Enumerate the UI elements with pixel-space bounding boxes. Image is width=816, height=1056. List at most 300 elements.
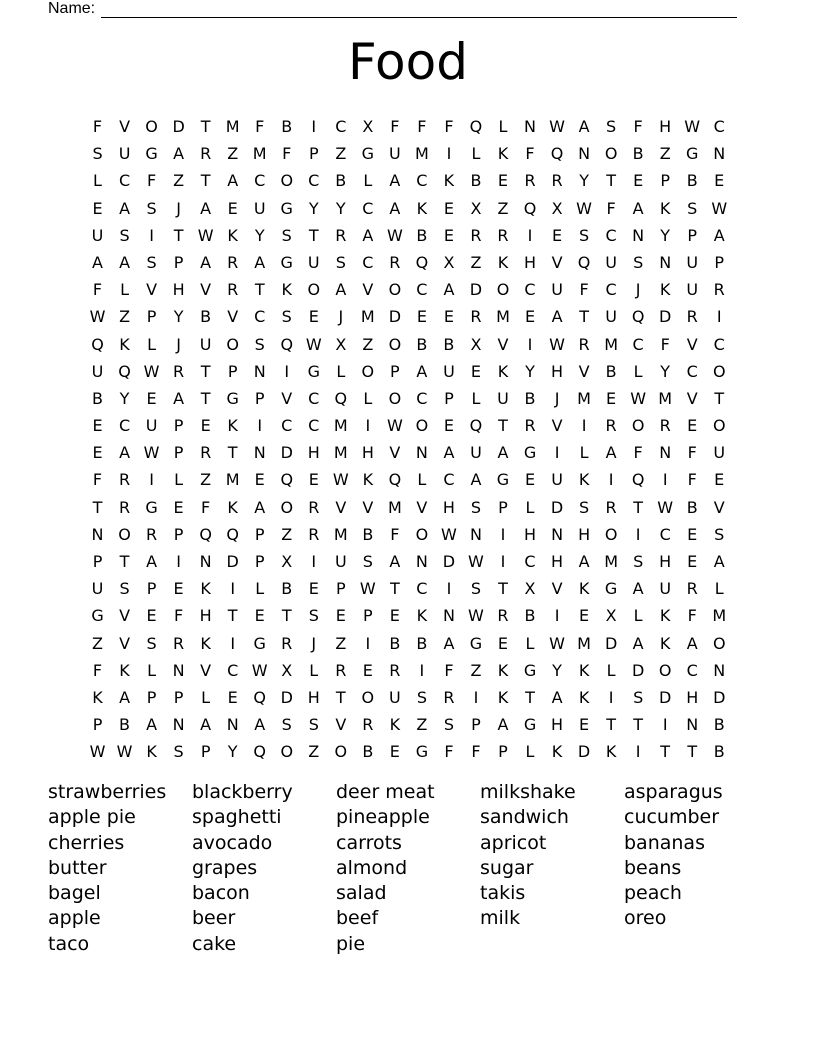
grid-letter: I <box>230 579 236 599</box>
grid-letter: C <box>524 280 536 300</box>
grid-letter: O <box>631 416 645 436</box>
word-search-grid <box>84 113 733 766</box>
grid-letter: V <box>686 388 698 408</box>
grid-letter: P <box>173 443 184 463</box>
grid-letter: L <box>633 606 643 626</box>
grid-letter: G <box>280 198 293 218</box>
word-list-item: strawberries <box>48 781 167 803</box>
word-list-column <box>624 780 768 957</box>
grid-letter: B <box>281 117 293 136</box>
grid-letter: I <box>230 633 236 653</box>
grid-letter: Q <box>550 144 564 164</box>
grid-letter: A <box>497 715 509 735</box>
grid-letter: T <box>633 497 644 517</box>
grid-letter: G <box>145 144 158 164</box>
grid-letter: R <box>173 633 185 653</box>
grid-letter: W <box>549 633 565 653</box>
grid-letter: G <box>280 252 293 272</box>
grid-letter: R <box>659 416 671 436</box>
grid-letter: W <box>89 307 106 327</box>
grid-letter: O <box>145 117 158 136</box>
grid-letter: I <box>662 715 668 735</box>
grid-letter: B <box>200 307 212 327</box>
grid-letter: S <box>308 606 319 626</box>
grid-letter: S <box>146 633 157 653</box>
grid-letter: N <box>713 660 726 680</box>
grid-letter: O <box>334 742 348 762</box>
grid-letter: P <box>498 742 508 762</box>
grid-letter: N <box>469 524 482 544</box>
grid-letter: L <box>579 443 589 463</box>
grid-letter: L <box>498 117 508 136</box>
grid-letter: N <box>442 606 455 626</box>
grid-letter: R <box>308 497 320 517</box>
grid-letter: E <box>254 470 265 490</box>
grid-letter: F <box>146 171 157 191</box>
grid-letter: S <box>146 198 157 218</box>
grid-letter: L <box>363 171 373 191</box>
word-list-item: milk <box>480 907 521 930</box>
grid-letter: O <box>604 524 618 544</box>
grid-letter: M <box>333 443 348 463</box>
grid-letter: Q <box>253 687 266 707</box>
grid-letter: B <box>281 579 293 599</box>
grid-letter: S <box>173 742 184 762</box>
grid-letter: I <box>446 144 452 164</box>
grid-letter: A <box>632 579 644 599</box>
grid-letter: W <box>468 606 484 626</box>
grid-letter: S <box>92 144 103 164</box>
grid-letter: C <box>686 361 698 381</box>
grid-letter: Z <box>335 144 347 164</box>
grid-letter: B <box>713 715 725 735</box>
grid-letter: E <box>443 198 454 218</box>
grid-letter: E <box>443 225 454 245</box>
grid-letter: B <box>119 715 131 735</box>
grid-letter: H <box>524 252 537 272</box>
grid-letter: R <box>362 715 374 735</box>
grid-letter: V <box>119 633 131 653</box>
grid-row <box>84 630 733 657</box>
grid-letter: C <box>524 552 536 571</box>
grid-letter: D <box>469 280 483 300</box>
grid-letter: N <box>632 225 645 245</box>
grid-letter: E <box>146 606 157 626</box>
grid-row <box>84 385 733 412</box>
grid-letter: O <box>118 524 131 544</box>
grid-letter: T <box>227 606 238 626</box>
grid-letter: F <box>525 144 535 164</box>
grid-letter: I <box>284 361 290 381</box>
grid-letter: E <box>524 470 536 490</box>
grid-letter: L <box>363 388 373 408</box>
grid-letter: N <box>659 252 672 272</box>
grid-letter: T <box>606 171 616 191</box>
grid-letter: B <box>686 497 698 517</box>
grid-letter: I <box>473 687 479 707</box>
grid-letter: Z <box>119 307 131 327</box>
word-list-item: oreo <box>624 907 667 930</box>
grid-letter: Y <box>335 198 346 218</box>
grid-letter: L <box>525 742 535 762</box>
grid-letter: A <box>254 497 266 517</box>
grid-letter: O <box>604 144 618 164</box>
grid-row <box>84 195 733 222</box>
grid-letter: Q <box>388 470 402 490</box>
grid-letter: Z <box>497 198 509 218</box>
grid-letter: C <box>686 660 698 680</box>
grid-letter: Z <box>470 252 482 272</box>
grid-letter: P <box>173 416 184 436</box>
grid-letter: W <box>684 117 701 136</box>
grid-letter: K <box>551 742 563 762</box>
word-list-item: asparagus <box>624 781 723 803</box>
grid-letter: T <box>498 579 508 599</box>
grid-letter: S <box>714 524 725 544</box>
grid-letter: A <box>605 443 617 463</box>
grid-letter: E <box>200 416 211 436</box>
grid-letter: S <box>416 687 427 707</box>
grid-letter: G <box>604 579 618 599</box>
grid-letter: B <box>92 388 103 408</box>
grid-letter: H <box>307 443 320 463</box>
grid-letter: L <box>525 633 535 653</box>
grid-letter: Y <box>227 742 238 762</box>
grid-letter: I <box>635 524 641 544</box>
grid-letter: L <box>147 334 157 354</box>
grid-letter: W <box>386 416 403 436</box>
grid-letter: Y <box>525 361 535 381</box>
grid-letter: B <box>335 171 347 191</box>
grid-letter: A <box>362 225 374 245</box>
grid-letter: W <box>711 198 728 218</box>
grid-letter: C <box>254 307 266 327</box>
grid-letter: F <box>633 443 643 463</box>
grid-letter: C <box>632 334 644 354</box>
grid-letter: K <box>659 198 671 218</box>
grid-letter: G <box>523 715 537 735</box>
grid-letter: V <box>227 307 239 327</box>
grid-letter: A <box>389 171 401 191</box>
grid-letter: P <box>363 606 373 626</box>
grid-row <box>84 439 733 466</box>
grid-letter: P <box>173 687 184 707</box>
grid-letter: E <box>227 687 238 707</box>
word-list-item: spaghetti <box>192 806 282 829</box>
grid-letter: V <box>416 497 428 517</box>
grid-letter: U <box>659 579 672 599</box>
grid-letter: B <box>416 334 428 354</box>
grid-letter: Z <box>227 144 239 164</box>
grid-letter: E <box>633 171 644 191</box>
grid-letter: U <box>605 252 617 272</box>
word-list-item: apricot <box>480 831 547 854</box>
grid-letter: M <box>360 307 375 327</box>
grid-letter: G <box>361 144 375 164</box>
grid-row <box>84 249 733 276</box>
grid-letter: O <box>388 388 402 408</box>
grid-letter: E <box>389 742 400 762</box>
grid-letter: U <box>91 225 104 245</box>
grid-letter: X <box>470 198 482 218</box>
grid-letter: K <box>281 280 292 300</box>
grid-letter: R <box>308 524 320 544</box>
grid-letter: P <box>660 171 670 191</box>
grid-letter: K <box>119 660 130 680</box>
word-list-item: grapes <box>192 856 258 879</box>
grid-letter: R <box>200 443 212 463</box>
grid-letter: O <box>361 687 375 707</box>
grid-letter: V <box>146 280 158 300</box>
grid-letter: R <box>118 470 131 490</box>
grid-letter: S <box>633 252 644 272</box>
grid-letter: P <box>146 579 157 599</box>
grid-letter: C <box>605 280 617 300</box>
grid-letter: O <box>496 280 510 300</box>
grid-letter: E <box>687 416 698 436</box>
grid-letter: A <box>389 198 401 218</box>
grid-letter: P <box>444 388 454 408</box>
grid-letter: X <box>281 552 293 571</box>
word-list-item: bacon <box>192 882 250 905</box>
grid-letter: O <box>712 416 726 436</box>
grid-letter: W <box>468 552 484 571</box>
grid-letter: S <box>119 225 130 245</box>
grid-letter: O <box>388 334 402 354</box>
grid-letter: M <box>577 388 591 408</box>
grid-letter: G <box>523 660 537 680</box>
grid-row <box>84 575 733 602</box>
grid-letter: K <box>578 660 590 680</box>
grid-letter: E <box>443 416 454 436</box>
word-list-item: almond <box>336 856 408 879</box>
grid-letter: V <box>389 443 401 463</box>
grid-letter: W <box>143 443 160 463</box>
grid-letter: Z <box>659 144 671 164</box>
grid-letter: L <box>471 388 481 408</box>
word-list-item: beer <box>192 907 236 930</box>
grid-letter: S <box>281 225 292 245</box>
grid-letter: S <box>335 252 346 272</box>
grid-letter: L <box>255 579 265 599</box>
grid-letter: W <box>359 579 376 599</box>
grid-letter: V <box>551 579 563 599</box>
grid-letter: J <box>176 334 181 354</box>
grid-letter: R <box>605 416 617 436</box>
grid-letter: Q <box>631 307 645 327</box>
grid-letter: K <box>389 715 401 735</box>
grid-letter: S <box>443 715 454 735</box>
grid-letter: R <box>200 144 212 164</box>
grid-letter: R <box>713 280 725 300</box>
grid-letter: E <box>173 497 184 517</box>
grid-letter: H <box>551 361 564 381</box>
grid-letter: R <box>118 497 131 517</box>
grid-letter: L <box>201 687 211 707</box>
grid-row <box>84 711 733 738</box>
grid-letter: K <box>497 687 509 707</box>
grid-letter: N <box>253 361 266 381</box>
grid-letter: W <box>549 334 565 354</box>
grid-letter: D <box>388 307 402 327</box>
grid-letter: P <box>173 524 184 544</box>
grid-letter: V <box>686 334 698 354</box>
grid-letter: D <box>442 552 456 571</box>
grid-letter: E <box>254 606 265 626</box>
word-list-item: bagel <box>48 882 101 905</box>
grid-letter: O <box>388 280 402 300</box>
grid-letter: R <box>389 660 401 680</box>
grid-letter: C <box>416 579 428 599</box>
grid-letter: I <box>716 307 722 327</box>
grid-letter: T <box>335 687 346 707</box>
grid-letter: L <box>471 144 481 164</box>
name-field <box>48 0 737 18</box>
grid-letter: D <box>550 497 564 517</box>
grid-letter: S <box>579 225 590 245</box>
grid-letter: T <box>200 171 211 191</box>
grid-letter: I <box>527 334 533 354</box>
grid-letter: Q <box>280 334 294 354</box>
word-list-item: deer meat <box>336 781 435 803</box>
grid-letter: T <box>308 225 319 245</box>
grid-letter: F <box>444 117 454 136</box>
grid-letter: A <box>200 252 212 272</box>
grid-letter: Y <box>173 307 184 327</box>
grid-letter: W <box>332 470 349 490</box>
grid-letter: E <box>470 361 481 381</box>
grid-letter: C <box>308 416 320 436</box>
grid-letter: Y <box>119 388 130 408</box>
grid-letter: Y <box>308 198 319 218</box>
grid-letter: H <box>172 280 185 300</box>
grid-letter: F <box>660 334 670 354</box>
grid-letter: Q <box>577 252 591 272</box>
grid-letter: B <box>443 334 455 354</box>
grid-letter: O <box>415 524 429 544</box>
grid-letter: K <box>659 633 671 653</box>
grid-letter: H <box>659 552 672 571</box>
grid-letter: U <box>443 361 455 381</box>
grid-letter: Z <box>416 715 428 735</box>
grid-letter: E <box>335 606 346 626</box>
grid-letter: P <box>146 687 157 707</box>
grid-letter: L <box>336 361 346 381</box>
grid-letter: A <box>254 252 266 272</box>
grid-letter: E <box>714 470 725 490</box>
grid-letter: A <box>443 633 455 653</box>
grid-letter: U <box>145 416 158 436</box>
grid-letter: T <box>579 307 589 327</box>
word-list <box>48 780 768 957</box>
grid-letter: U <box>713 443 726 463</box>
grid-letter: I <box>608 687 614 707</box>
grid-letter: Z <box>200 470 212 490</box>
grid-letter: T <box>200 361 211 381</box>
grid-letter: E <box>92 416 103 436</box>
grid-letter: X <box>362 117 374 136</box>
grid-letter: K <box>416 198 428 218</box>
grid-letter: A <box>200 715 212 735</box>
grid-letter: L <box>633 361 643 381</box>
grid-letter: E <box>308 579 319 599</box>
grid-letter: M <box>225 470 240 490</box>
grid-letter: K <box>443 171 455 191</box>
grid-letter: U <box>307 252 320 272</box>
grid-letter: D <box>713 687 726 707</box>
grid-letter: M <box>414 144 429 164</box>
grid-letter: L <box>174 470 184 490</box>
grid-letter: F <box>471 742 481 762</box>
grid-letter: F <box>687 443 697 463</box>
grid-letter: V <box>713 497 725 517</box>
grid-letter: O <box>280 497 294 517</box>
grid-letter: W <box>143 361 160 381</box>
grid-letter: J <box>311 633 317 653</box>
grid-letter: C <box>227 660 239 680</box>
grid-letter: M <box>712 606 727 626</box>
grid-letter: E <box>687 552 698 571</box>
grid-letter: N <box>172 660 185 680</box>
word-list-item: apple pie <box>48 806 136 829</box>
grid-letter: F <box>255 117 265 136</box>
grid-letter: A <box>92 252 103 272</box>
grid-letter: A <box>578 117 590 136</box>
grid-letter: C <box>118 171 131 191</box>
grid-letter: P <box>227 361 238 381</box>
grid-letter: O <box>226 334 239 354</box>
grid-letter: M <box>577 633 591 653</box>
grid-letter: T <box>714 388 725 408</box>
grid-letter: A <box>119 687 131 707</box>
grid-letter: C <box>416 388 428 408</box>
grid-letter: G <box>307 361 320 381</box>
word-list-item: butter <box>48 856 107 879</box>
grid-letter: K <box>200 579 211 599</box>
grid-letter: K <box>227 225 238 245</box>
grid-letter: K <box>200 633 211 653</box>
grid-letter: W <box>630 388 647 408</box>
grid-letter: Z <box>173 171 185 191</box>
grid-letter: V <box>119 117 131 136</box>
grid-letter: E <box>606 388 617 408</box>
grid-letter: I <box>554 443 560 463</box>
grid-letter: T <box>687 742 698 762</box>
grid-letter: I <box>311 117 317 136</box>
grid-letter: Z <box>335 633 347 653</box>
grid-letter: I <box>527 225 533 245</box>
grid-row <box>84 358 733 385</box>
word-list-item: salad <box>336 882 387 905</box>
grid-letter: S <box>633 552 644 571</box>
grid-letter: S <box>470 579 482 599</box>
grid-letter: V <box>362 497 374 517</box>
grid-letter: C <box>713 334 725 354</box>
grid-letter: N <box>172 715 185 735</box>
grid-letter: P <box>146 307 157 327</box>
grid-letter: K <box>497 252 509 272</box>
grid-letter: K <box>659 280 671 300</box>
grid-letter: T <box>227 443 238 463</box>
grid-letter: A <box>119 252 131 272</box>
grid-letter: S <box>146 252 157 272</box>
name-label: Name: <box>48 0 96 17</box>
grid-letter: E <box>551 225 563 245</box>
grid-letter: R <box>551 171 563 191</box>
word-list-item: peach <box>624 882 682 905</box>
grid-row <box>84 494 733 521</box>
grid-letter: L <box>93 171 102 191</box>
